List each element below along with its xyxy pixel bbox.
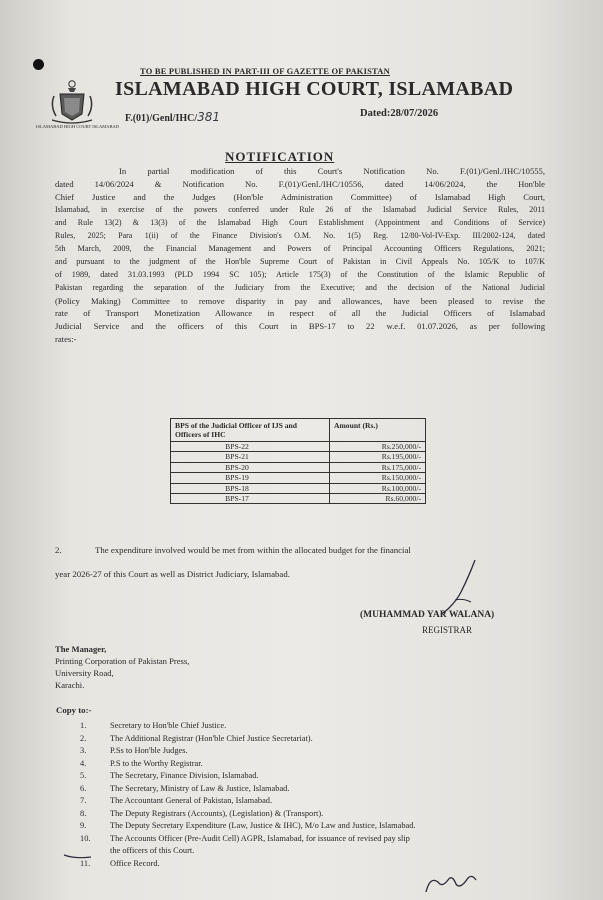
paragraph-line: dated 14/06/2024 & Notification No. F.(01)/Genl./IHC/10556, dated 14/06/2024, the Hon'ble [55,178,545,189]
paragraph-line: 5th March, 2009, the Financial Management and Powers of Principal Accounting Officers Regulations, 2021; [55,243,545,253]
list-item-number: 8. [80,808,87,818]
list-item-number: 5. [80,771,87,780]
dated-label: Dated: [360,108,391,119]
bps-cell: BPS-18 [171,483,330,493]
amount-cell: Rs.150,000/- [330,473,426,483]
paragraph-line: year 2026-27 of this Court as well as District Judiciary, Islamabad. [55,569,290,579]
paragraph-line: rate of Transport Monetization Allowance in respect of all the Judicial Officers of Islamabad [55,308,545,319]
paragraph-line: of 1989, dated 31.03.1993 (PLD 1994 SC 105); Article 175(3) of the Constitution of the Islamic Republic of [55,269,545,279]
list-item-text: The Accountant General of Pakistan, Islamabad. [110,796,273,805]
emblem-caption: ISLAMABAD HIGH COURT ISLAMABAD [36,124,120,129]
reference-prefix: F.(01)/Genl/IHC/ [125,113,198,124]
list-item-text: The Secretary, Ministry of Law & Justice, Islamabad. [110,783,290,793]
amount-cell: Rs.195,000/- [330,452,426,462]
addressee-line: Karachi. [55,680,85,690]
allowance-rates-table [170,418,426,504]
amount-cell: Rs.100,000/- [330,483,426,493]
paragraph-line: rates:- [55,334,77,345]
court-name-heading: ISLAMABAD HIGH COURT, ISLAMABAD [115,78,514,100]
list-item-number: 1. [80,721,87,730]
paragraph-1 [55,165,545,346]
table-row [171,483,426,493]
table-header-bps: BPS of the Judicial Officer of IJS and Officers of IHC [171,419,330,442]
punch-hole-mark [33,59,44,70]
list-item-text: The Additional Registrar (Hon'ble Chief Justice Secretariat). [110,733,313,743]
list-item [80,820,416,833]
registrar-signature [435,558,485,618]
gazette-note: TO BE PUBLISHED IN PART-III OF GAZETTE OF PAKISTAN [140,66,390,76]
list-item-number: 11. [80,858,91,868]
amount-cell: Rs.60,000/- [330,494,426,504]
paragraph-number: 2. [55,545,62,555]
date-line [360,108,438,119]
list-item [80,720,416,733]
signatory-name: (MUHAMMAD YAR WALANA) [360,610,495,620]
table-row [171,473,426,483]
copy-to-label: Copy to:- [56,705,92,715]
paragraph-line: Islamabad, in exercise of the powers conferred under Rule 26 of the Islamabad Judicial Service Rules, 2011 [55,204,545,214]
list-item-text: P.Ss to Hon'ble Judges. [110,746,188,755]
paragraph-line: In partial modification of this Court's Notification No. F.(01)/Genl./IHC/10555, [119,166,545,176]
list-item-text: Office Record. [110,858,160,868]
list-item [80,745,416,758]
table-row [171,442,426,452]
list-item-number: 2. [80,733,87,743]
bps-cell: BPS-19 [171,473,330,483]
table-row [171,462,426,472]
paragraph-line: Rules, 2025; Para 1(ii) of the Finance Division's O.M. No. 1(5) Reg. 12/80-Vol-IV-Exp. III/2002-124, dated [55,230,545,240]
paragraph-line: Chief Justice and the Judges (Hon'ble Administration Committee) of Islamabad High Court, [55,191,545,202]
list-item [80,770,416,783]
list-item-text: the officers of this Court. [110,846,195,855]
list-item [80,833,416,846]
list-item [80,758,416,771]
list-item-number: 10. [80,833,91,843]
paragraph-text: The expenditure involved would be met from within the allocated budget for the financial [95,545,411,555]
list-item-text: Secretary to Hon'ble Chief Justice. [110,721,227,730]
addressee-line: The Manager, [55,644,107,654]
addressee-line: Printing Corporation of Pakistan Press, [55,656,190,666]
copy-to-list [80,720,416,870]
handwritten-tick-mark [63,852,93,860]
handwritten-reference-number: 381 [197,110,221,124]
table-header-row [171,419,426,442]
paragraph-line: (Policy Making) Committee to remove disparity in pay and allowances, have been pleased to revise the [55,295,545,306]
list-item [80,845,416,858]
list-item [80,733,416,746]
reference-number-line [125,110,220,124]
list-item-number: 6. [80,783,87,793]
list-item-text: The Accounts Officer (Pre-Audit Cell) AGPR, Islamabad, for issuance of revised pay slip [110,833,410,843]
table-row [171,452,426,462]
list-item-text: The Deputy Registrars (Accounts), (Legislation) & (Transport). [110,808,324,818]
signatory-designation: REGISTRAR [422,625,473,635]
amount-cell: Rs.175,000/- [330,462,426,472]
bps-cell: BPS-17 [171,494,330,504]
list-item [80,858,416,871]
handwritten-initials [420,868,480,898]
dated-value: 28/07/2026 [390,108,439,119]
table-header-amount: Amount (Rs.) [330,419,426,442]
list-item-text: The Deputy Secretary Expenditure (Law, Justice & IHC), M/o Law and Justice, Islamabad. [110,821,416,830]
amount-cell: Rs.250,000/- [330,442,426,452]
paragraph-line: Judicial Service and the officers of this Court in BPS-17 to 22 w.e.f. 01.07.2026, as per following [55,321,545,332]
paragraph-line: and pursuant to the judgment of the Hon'ble Supreme Court of Pakistan in Civil Appeals No. 105/K to 107/K [55,256,545,266]
list-item-number: 7. [80,796,87,805]
paragraph-line: Pakistan regarding the separation of the Judiciary from the Executive; and the decision of the National Judicial [55,282,545,292]
addressee-block [55,643,189,691]
bps-cell: BPS-20 [171,462,330,472]
bps-cell: BPS-21 [171,452,330,462]
list-item-number: 3. [80,746,87,755]
list-item [80,783,416,796]
list-item [80,795,416,808]
list-item [80,808,416,821]
list-item-number: 4. [80,758,87,768]
table-row [171,494,426,504]
list-item-text: P.S to the Worthy Registrar. [110,758,203,768]
bps-cell: BPS-22 [171,442,330,452]
notification-title: NOTIFICATION [225,149,335,164]
paragraph-line: and Rule 13(2) & 13(3) of the Islamabad High Court Establishment (Appointment and Conditions of Service) [55,217,545,227]
list-item-text: The Secretary, Finance Division, Islamabad. [110,771,259,780]
list-item-number: 9. [80,821,87,830]
addressee-line: University Road, [55,668,114,678]
